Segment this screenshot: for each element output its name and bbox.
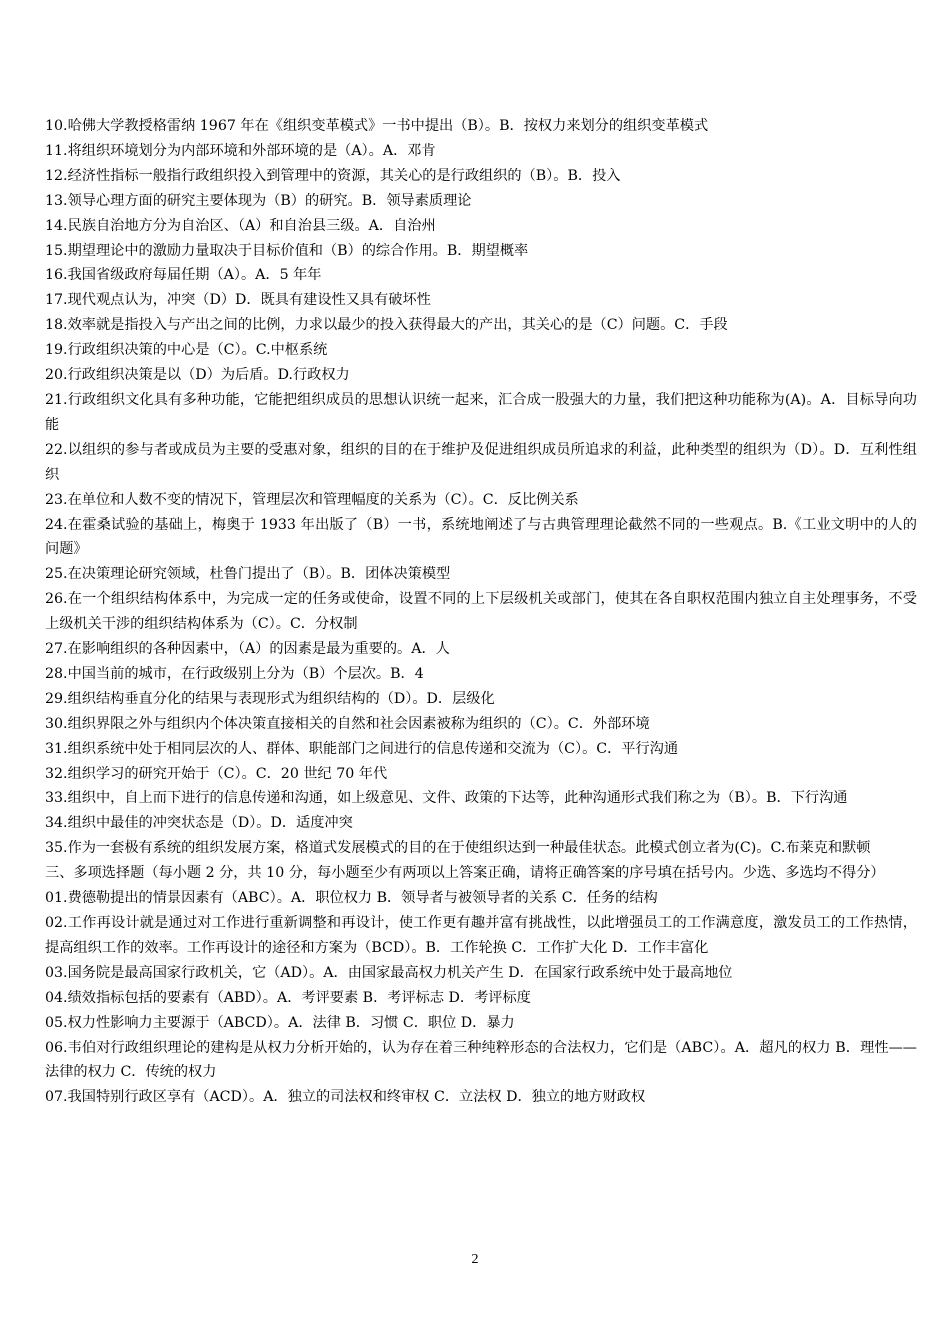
question-line: 31.组织系统中处于相同层次的人、群体、职能部门之间进行的信息传递和交流为（C）。C．平行沟通 — [45, 740, 679, 757]
document-body — [45, 114, 917, 1110]
question-line: 16.我国省级政府每届任期（A）。A．5 年年 — [45, 267, 322, 284]
question-line: 10.哈佛大学教授格雷纳 1967 年在《组织变革模式》一书中提出（B）。B．按权力来划分的组织变革模式 — [45, 118, 709, 134]
question-line: 29.组织结构垂直分化的结果与表现形式为组织结构的（D）。D．层级化 — [45, 690, 495, 707]
question-line: 26.在一个组织结构体系中，为完成一定的任务或使命，设置不同的上下层级机关或部门，使其在各自职权范围内独立自主处理事务，不受上级机关干涉的组织结构体系为（C）。C．分权制 — [45, 591, 917, 633]
question-line: 02.工作再设计就是通过对工作进行重新调整和再设计，使工作更有趣并富有挑战性，以此增强员工的工作满意度，激发员工的工作热情，提高组织工作的效率。工作再设计的途径和方案为（BCD）。B．工作轮换 C．工作扩大化 D．工作丰富化 — [45, 915, 917, 956]
question-line: 04.绩效指标包括的要素有（ABD）。A．考评要素 B．考评标志 D．考评标度 — [45, 989, 531, 1006]
question-line: 23.在单位和人数不变的情况下，管理层次和管理幅度的关系为（C）。C．反比例关系 — [45, 491, 579, 508]
question-line: 28.中国当前的城市，在行政级别上分为（B）个层次。B．4 — [45, 665, 424, 682]
section-heading: 三、多项选择题（每小题 2 分，共 10 分，每小题至少有两项以上答案正确，请将正确答案的序号填在括号内。少选、多选均不得分） — [45, 865, 885, 882]
question-line: 20.行政组织决策是以（D）为后盾。D.行政权力 — [45, 367, 350, 384]
question-line: 30.组织界限之外与组织内个体决策直接相关的自然和社会因素被称为组织的（C）。C．外部环境 — [45, 715, 650, 732]
question-line: 32.组织学习的研究开始于（C）。C．20 世纪 70 年代 — [45, 765, 388, 782]
question-line: 01.费德勒提出的情景因素有（ABC）。A．职位权力 B．领导者与被领导者的关系 C．任务的结构 — [45, 890, 658, 907]
question-line: 22.以组织的参与者或成员为主要的受惠对象，组织的目的在于维护及促进组织成员所追求的利益，此种类型的组织为（D）。D．互利性组织 — [45, 441, 917, 483]
question-line: 06.韦伯对行政组织理论的建构是从权力分析开始的，认为存在着三种纯粹形态的合法权力，它们是（ABC）。A．超凡的权力 B．理性——法律的权力 C．传统的权力 — [45, 1039, 917, 1081]
question-line: 33.组织中，自上而下进行的信息传递和沟通，如上级意见、文件、政策的下达等，此种沟通形式我们称之为（B）。B．下行沟通 — [45, 790, 848, 807]
question-line: 18.效率就是指投入与产出之间的比例，力求以最少的投入获得最大的产出，其关心的是（C）问题。C．手段 — [45, 317, 728, 334]
question-line: 13.领导心理方面的研究主要体现为（B）的研究。B．领导素质理论 — [45, 192, 472, 209]
question-line: 12.经济性指标一般指行政组织投入到管理中的资源，其关心的是行政组织的（B）。B．投入 — [45, 167, 621, 184]
question-line: 25.在决策理论研究领域，杜鲁门提出了（B）。B．团体决策模型 — [45, 566, 451, 583]
question-line: 24.在霍桑试验的基础上，梅奥于 1933 年出版了（B）一书，系统地阐述了与古典管理理论截然不同的一些观点。B.《工业文明中的人的问题》 — [45, 516, 917, 558]
question-line: 15.期望理论中的激励力量取决于目标价值和（B）的综合作用。B．期望概率 — [45, 242, 529, 259]
question-line: 27.在影响组织的各种因素中，（A）的因素是最为重要的。A．人 — [45, 641, 450, 658]
question-line: 07.我国特别行政区享有（ACD）。A．独立的司法权和终审权 C．立法权 D．独立的地方财政权 — [45, 1089, 646, 1106]
question-line: 21.行政组织文化具有多种功能，它能把组织成员的思想认识统一起来，汇合成一股强大的力量，我们把这种功能称为(A)。A．目标导向功能 — [45, 391, 917, 433]
question-line: 34.组织中最佳的冲突状态是（D）。D．适度冲突 — [45, 815, 353, 832]
question-line: 35.作为一套极有系统的组织发展方案，格道式发展模式的目的在于使组织达到一种最佳状态。此模式创立者为(C)。C.布莱克和默顿 — [45, 840, 871, 857]
page-number: 2 — [471, 1252, 479, 1267]
question-line: 17.现代观点认为，冲突（D）D．既具有建设性又具有破坏性 — [45, 292, 431, 309]
question-line: 05.权力性影响力主要源于（ABCD）。A．法律 B．习惯 C．职位 D．暴力 — [45, 1014, 515, 1031]
question-line: 11.将组织环境划分为内部环境和外部环境的是（A）。A．邓肯 — [45, 142, 436, 159]
question-line: 14.民族自治地方分为自治区、（A）和自治县三级。A．自治州 — [45, 217, 436, 234]
question-line: 03.国务院是最高国家行政机关，它（AD）。A．由国家最高权力机关产生 D．在国家行政系统中处于最高地位 — [45, 964, 733, 981]
question-line: 19.行政组织决策的中心是（C）。C.中枢系统 — [45, 342, 328, 359]
